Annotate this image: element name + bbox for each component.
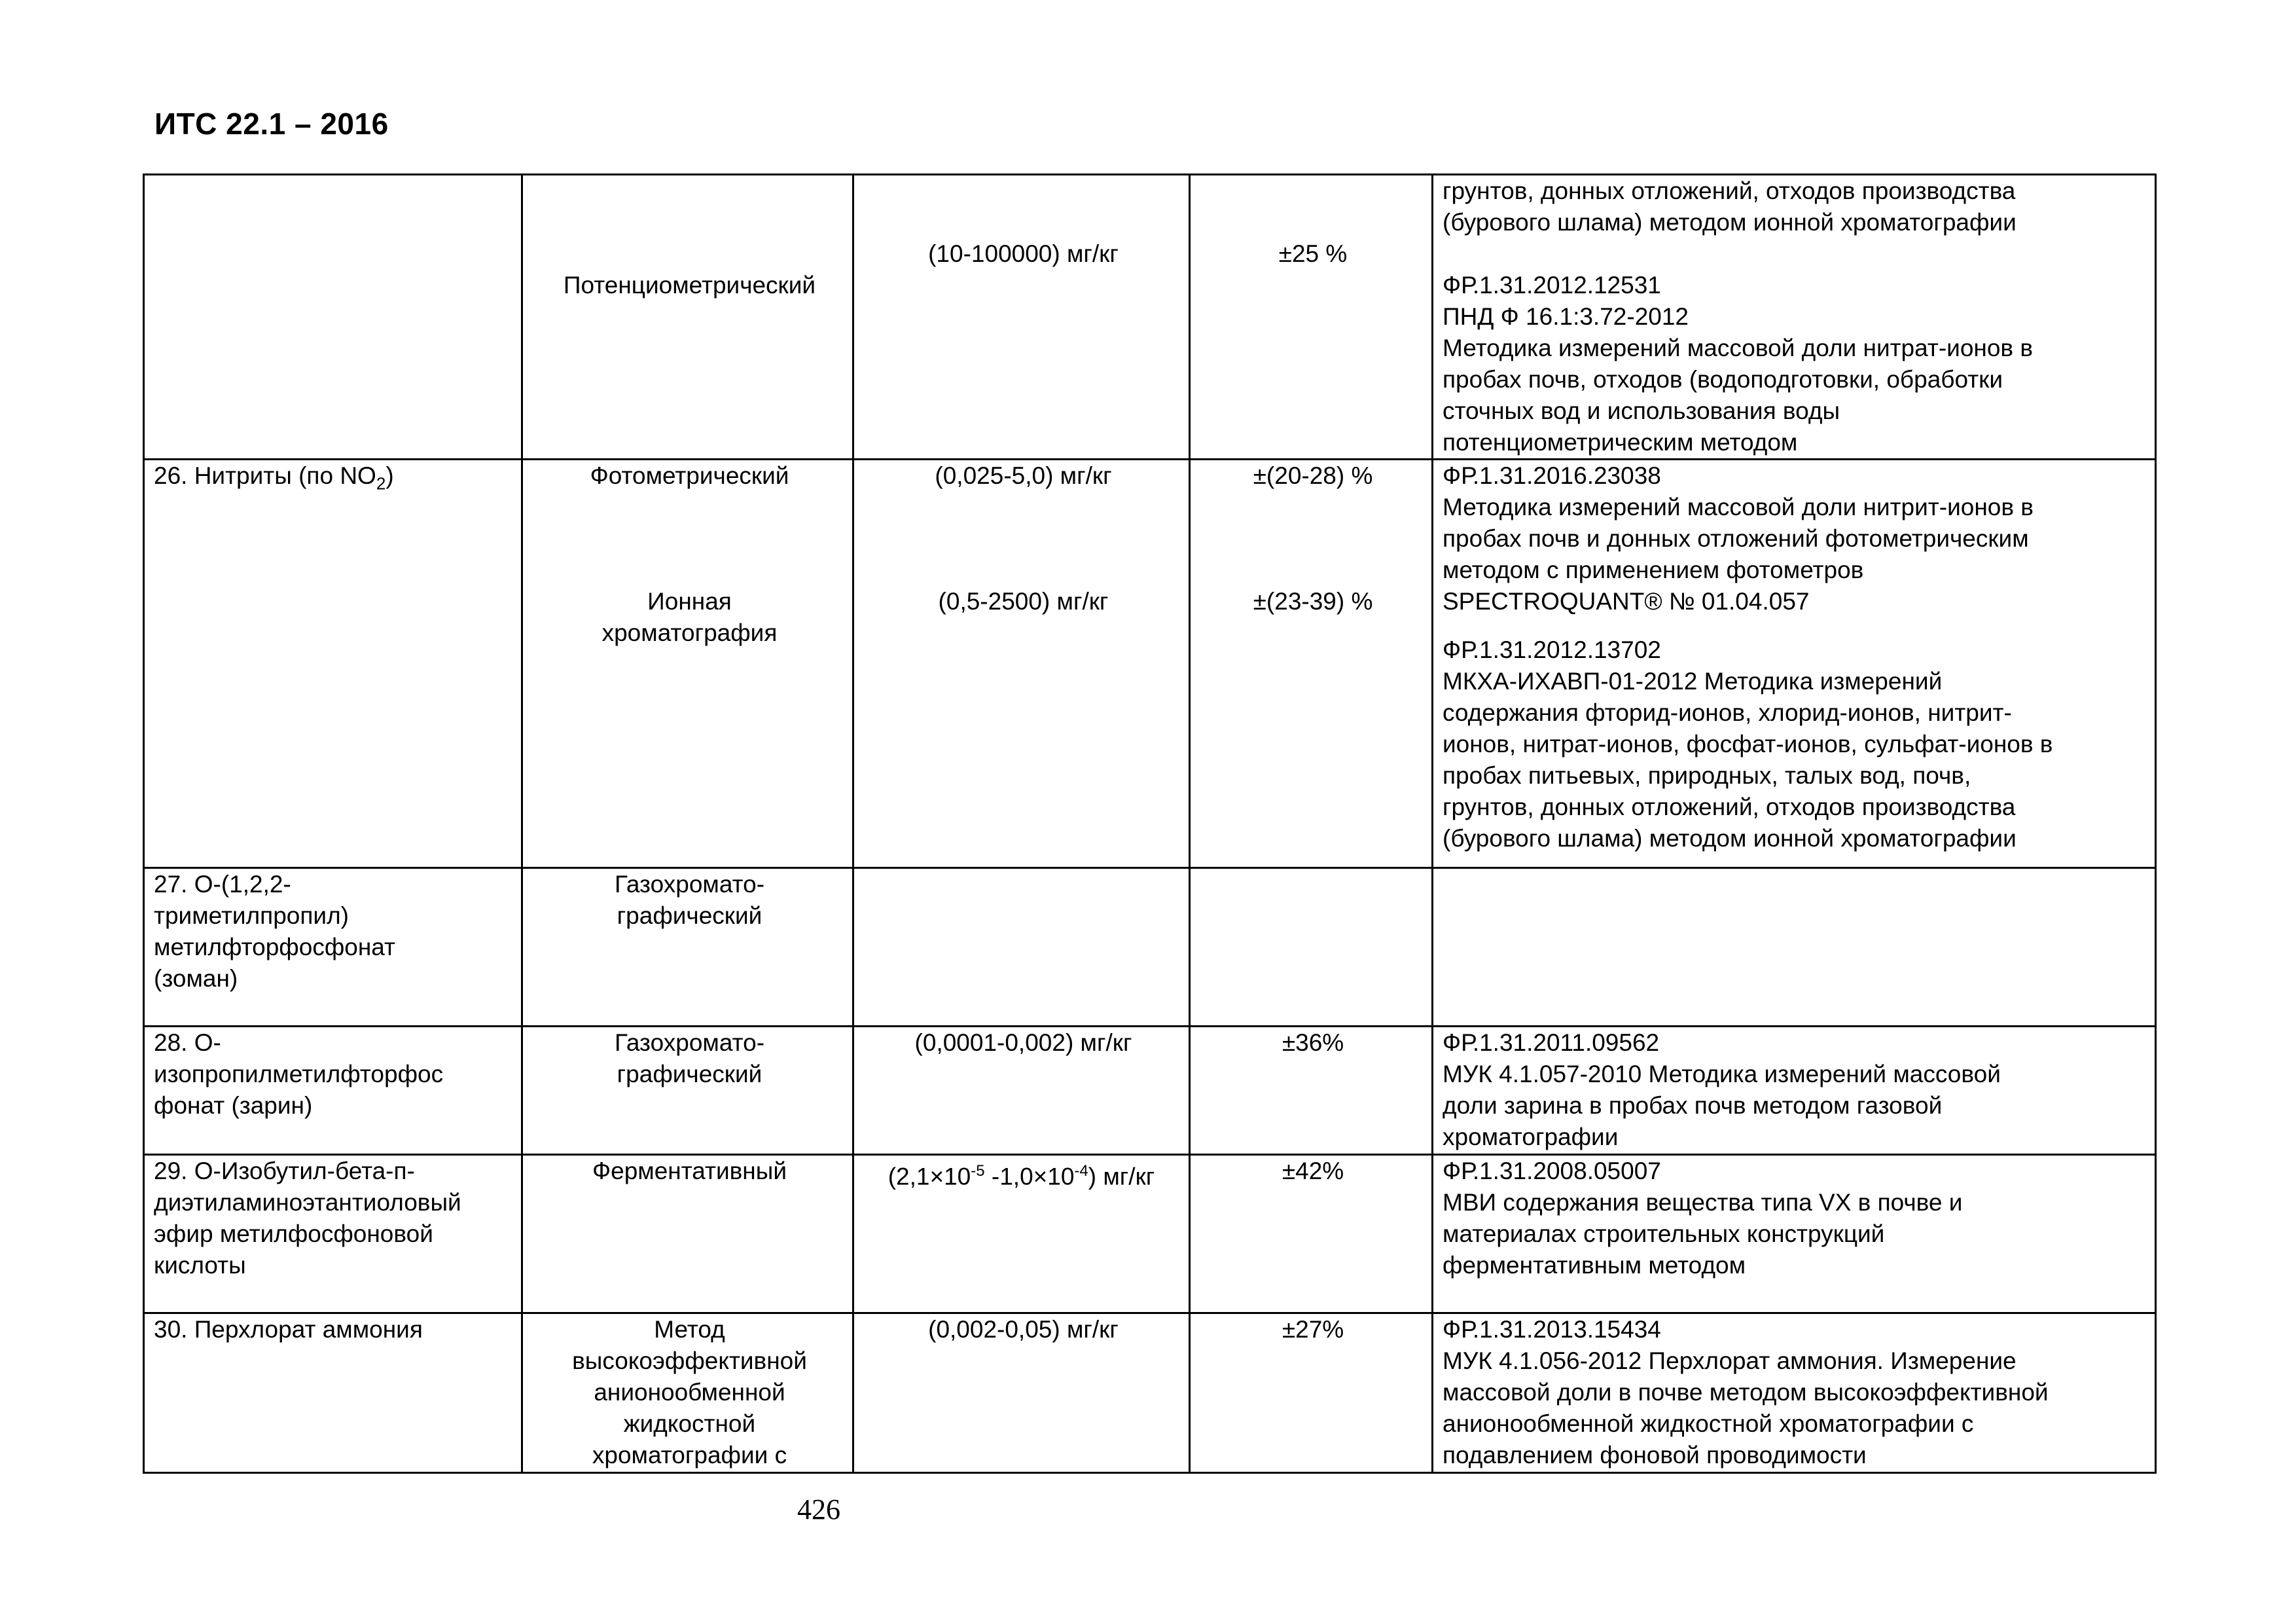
error-cell: ±27% xyxy=(1190,1313,1433,1473)
error-cell: ±(20-28) % ±(23-39) % xyxy=(1190,460,1433,868)
document-header: ИТС 22.1 – 2016 xyxy=(154,107,389,141)
reference-cell: ФР.1.31.2008.05007 МВИ содержания вещества типа VX в почве и материалах строительных конструкций ферментативным методом xyxy=(1433,1155,2156,1313)
method-cell: Газохромато- графический xyxy=(522,1027,853,1155)
reference-cell: ФР.1.31.2011.09562 МУК 4.1.057-2010 Методика измерений массовой доли зарина в пробах почв методом газовой хроматографии xyxy=(1433,1027,2156,1155)
range-cell: (10-100000) мг/кг xyxy=(853,175,1190,460)
table-row xyxy=(144,1313,2156,1473)
method-cell: Метод высокоэффективной анионообменной жидкостной хроматографии с xyxy=(522,1313,853,1473)
error-cell: ±36% xyxy=(1190,1027,1433,1155)
substance-cell: 28. О- изопропилметилфторфос фонат (зарин) xyxy=(144,1027,522,1155)
method-cell: Ферментативный xyxy=(522,1155,853,1313)
page-number: 426 xyxy=(797,1493,840,1525)
substance-cell: 30. Перхлорат аммония xyxy=(144,1313,522,1473)
substance-cell: 27. О-(1,2,2- триметилпропил) метилфторфосфонат (зоман) xyxy=(144,868,522,1027)
range-cell: ($2,1\times 10^{-5}$ $-1,0\times 10^{-4}$) мг/кг xyxy=(853,1155,1190,1313)
table-row xyxy=(144,1027,2156,1155)
range-cell: (0,025-5,0) мг/кг (0,5-2500) мг/кг xyxy=(853,460,1190,868)
range-cell: (0,002-0,05) мг/кг xyxy=(853,1313,1190,1473)
method-cell: Потенциометрический xyxy=(522,175,853,460)
table-row xyxy=(144,460,2156,868)
error-cell: ±42% xyxy=(1190,1155,1433,1313)
substance-cell: 29. О-Изобутил-бета-п- диэтиламиноэтантиоловый эфир метилфосфоновой кислоты xyxy=(144,1155,522,1313)
reference-cell xyxy=(1433,868,2156,1027)
table-row xyxy=(144,1155,2156,1313)
reference-cell: ФР.1.31.2013.15434 МУК 4.1.056-2012 Перхлорат аммония. Измерение массовой доли в почве методом высокоэффективной анионообменной жидкостной хроматографии с подавлением фоновой проводимости xyxy=(1433,1313,2156,1473)
error-cell: ±25 % xyxy=(1190,175,1433,460)
method-cell: Газохромато- графический xyxy=(522,868,853,1027)
error-cell xyxy=(1190,868,1433,1027)
substance-cell: 26. Нитриты (по $NO_2$) xyxy=(144,460,522,868)
table-row xyxy=(144,868,2156,1027)
reference-cell: грунтов, донных отложений, отходов производства (бурового шлама) методом ионной хроматографии ФР.1.31.2012.12531 ПНД Ф 16.1:3.72-2012 Методика измерений массовой доли нитрат-ионов в пробах почв, отходов (водоподготовки, обработки сточных вод и использования воды потенциометрическим методом xyxy=(1433,175,2156,460)
range-cell xyxy=(853,868,1190,1027)
range-cell: (0,0001-0,002) мг/кг xyxy=(853,1027,1190,1155)
table-row xyxy=(144,175,2156,460)
methods-table xyxy=(143,173,2157,1474)
substance-cell xyxy=(144,175,522,460)
reference-cell: ФР.1.31.2016.23038 Методика измерений массовой доли нитрит-ионов в пробах почв и донных отложений фотометрическим методом с применением фотометров SPECTROQUANT® № 01.04.057 ФР.1.31.2012.13702 МКХА-ИХАВП-01-2012 Методика измерений содержания фторид-ионов, хлорид-ионов, нитрит- ионов, нитрат-ионов, фосфат-ионов, сульфат-ионов в пробах питьевых, природных, талых вод, почв, грунтов, донных отложений, отходов производства (бурового шлама) методом ионной хроматографии xyxy=(1433,460,2156,868)
method-cell: Фотометрический Ионная хроматография xyxy=(522,460,853,868)
